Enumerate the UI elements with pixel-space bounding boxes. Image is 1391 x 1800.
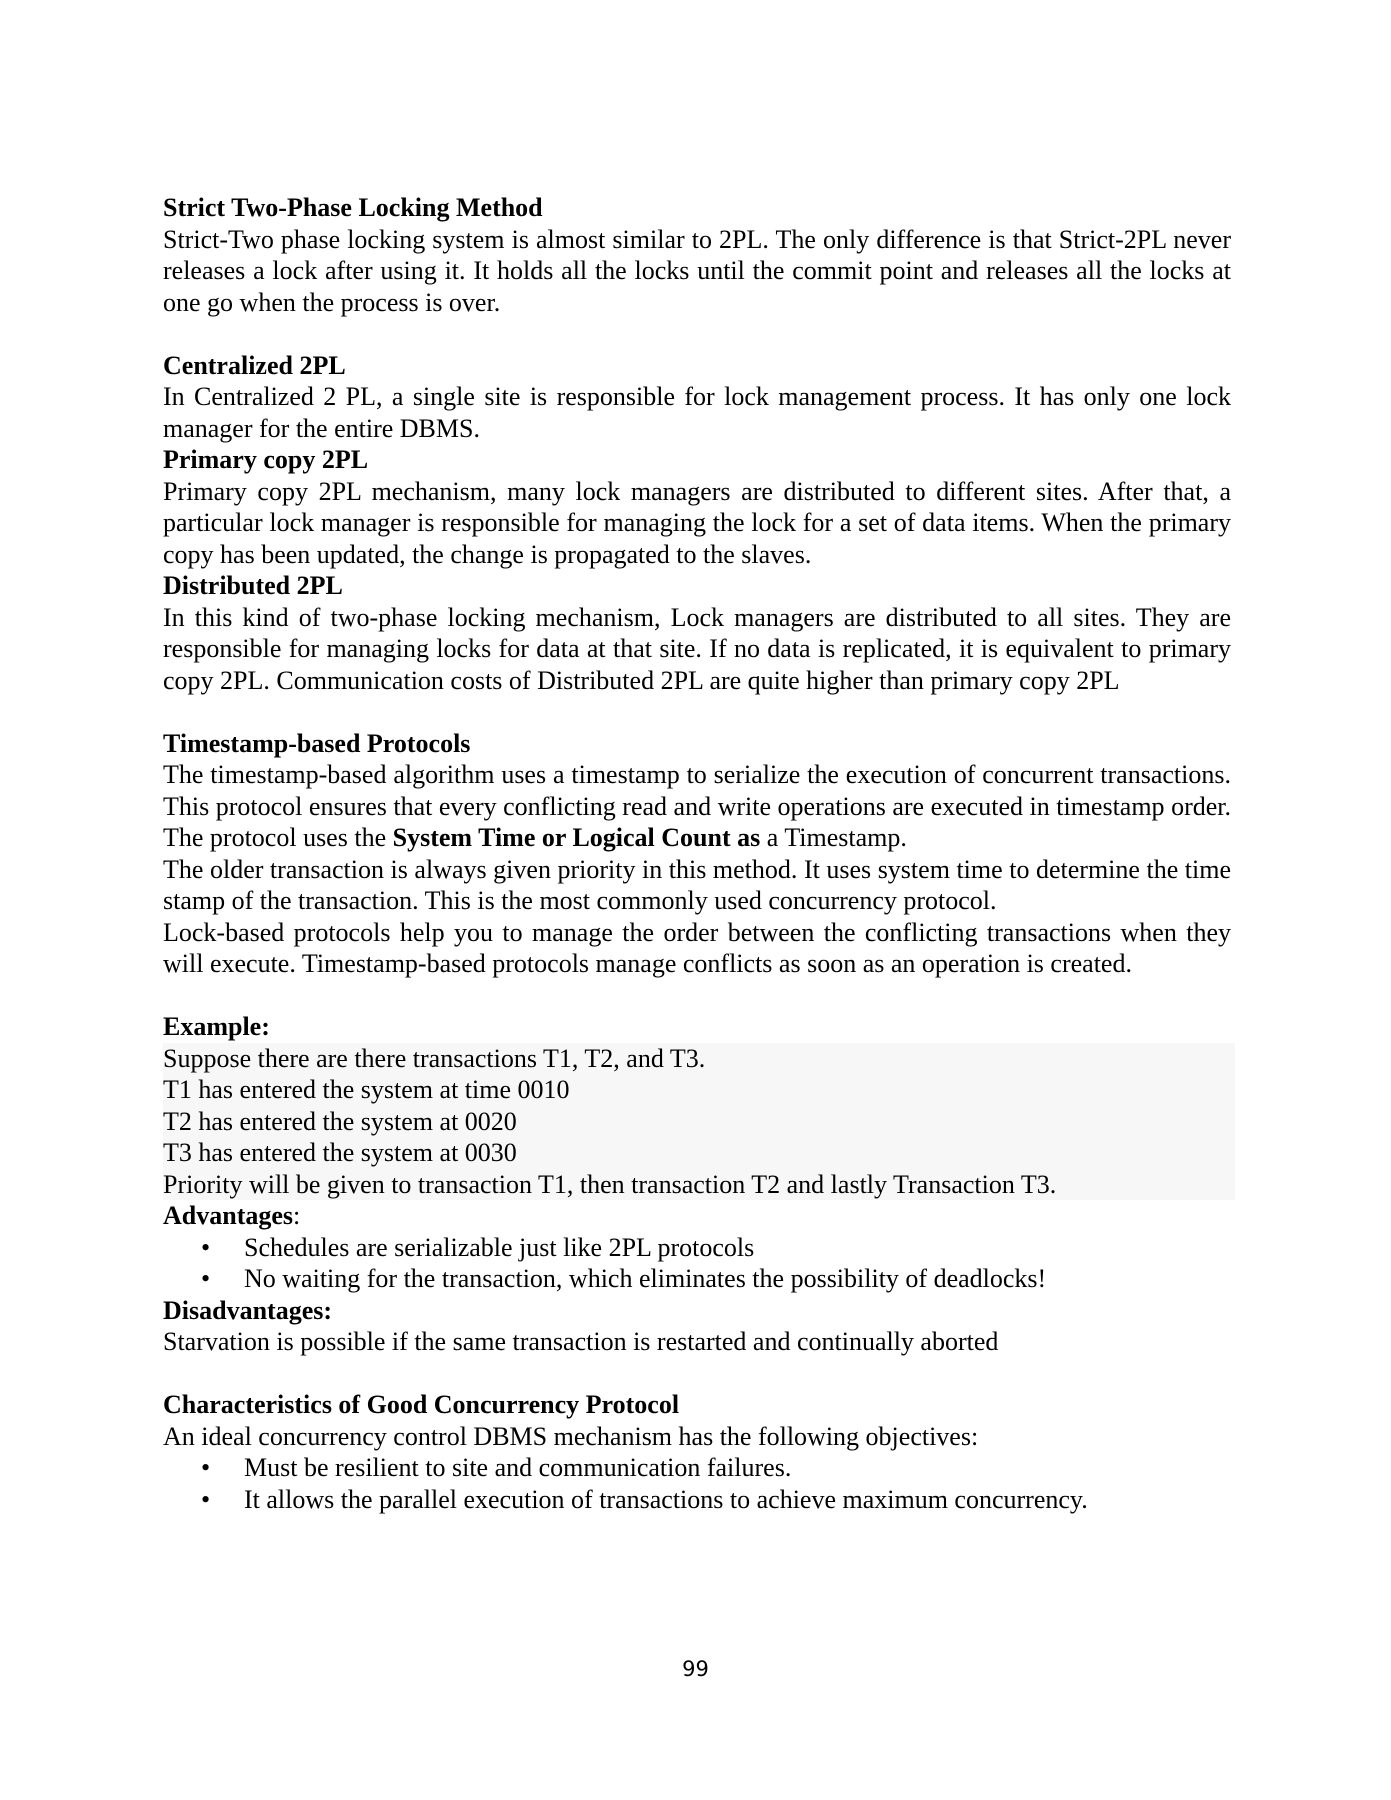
example-heading: Example: bbox=[163, 1012, 270, 1041]
page-content bbox=[163, 192, 1231, 1515]
strict-2pl-text: Strict-Two phase locking system is almost similar to 2PL. The only difference is that Strict-2PL never releases a lock after using it. It holds all the locks until the commit point and releases all the locks at one go when the process is over. bbox=[163, 224, 1231, 317]
advantages-list bbox=[163, 1232, 1231, 1295]
list-item bbox=[163, 1452, 1231, 1484]
timestamp-heading: Timestamp-based Protocols bbox=[163, 728, 471, 758]
bullet-icon: • bbox=[201, 1232, 211, 1262]
bullet-icon: • bbox=[201, 1484, 211, 1514]
characteristics-intro: An ideal concurrency control DBMS mechanism has the following objectives: bbox=[163, 1421, 979, 1451]
disadvantages-text: Starvation is possible if the same transaction is restarted and continually aborted bbox=[163, 1327, 999, 1356]
bullet-icon: • bbox=[201, 1264, 211, 1293]
example-box bbox=[163, 1043, 1235, 1201]
list-item-text: No waiting for the transaction, which eliminates the possibility of deadlocks! bbox=[244, 1264, 1047, 1293]
page-number: 99 bbox=[682, 1657, 709, 1681]
spacer bbox=[163, 696, 1231, 728]
characteristics-list bbox=[163, 1452, 1231, 1515]
timestamp-para1-start: The timestamp-based algorithm uses a timestamp to serialize the execution of concurrent transactions. This protocol ensures that every conflicting read and write operations are executed in timestamp order. The protocol uses the bbox=[163, 760, 1231, 852]
advantages-colon: : bbox=[293, 1201, 301, 1230]
timestamp-paragraph-1 bbox=[163, 759, 1231, 854]
timestamp-paragraph-2: The older transaction is always given priority in this method. It uses system time to determine the time stamp of the transaction. This is the most commonly used concurrency protocol. bbox=[163, 854, 1231, 915]
example-line: T1 has entered the system at time 0010 bbox=[163, 1075, 570, 1104]
centralized-2pl-text: In Centralized 2 PL, a single site is responsible for lock management process. It has only one lock manager for the entire DBMS. bbox=[163, 382, 1231, 443]
characteristics-heading: Characteristics of Good Concurrency Protocol bbox=[163, 1390, 680, 1419]
strict-2pl-heading: Strict Two-Phase Locking Method bbox=[163, 193, 543, 222]
example-line: T2 has entered the system at 0020 bbox=[163, 1106, 517, 1136]
spacer bbox=[163, 1358, 1231, 1390]
spacer bbox=[163, 318, 1231, 350]
timestamp-paragraph-3: Lock-based protocols help you to manage the order between the conflicting transactions when they will execute. Timestamp-based protocols manage conflicts as soon as an operation is created. bbox=[163, 917, 1231, 978]
example-line: Suppose there are there transactions T1, T2, and T3. bbox=[163, 1043, 706, 1073]
list-item-text: Schedules are serializable just like 2PL protocols bbox=[244, 1232, 755, 1262]
distributed-2pl-heading: Distributed 2PL bbox=[163, 571, 343, 600]
list-item bbox=[163, 1263, 1231, 1295]
spacer bbox=[163, 980, 1231, 1012]
advantages-heading-line bbox=[163, 1200, 1231, 1232]
example-line: Priority will be given to transaction T1, then transaction T2 and lastly Transaction T3. bbox=[163, 1169, 1057, 1199]
disadvantages-heading: Disadvantages: bbox=[163, 1295, 333, 1325]
primary-copy-2pl-text: Primary copy 2PL mechanism, many lock managers are distributed to different sites. After that, a particular lock manager is responsible for managing the lock for a set of data items. When the primary copy has been updated, the change is propagated to the slaves. bbox=[163, 476, 1231, 569]
primary-copy-2pl-heading: Primary copy 2PL bbox=[163, 445, 369, 474]
advantages-heading: Advantages bbox=[163, 1201, 294, 1230]
timestamp-para1-bold: System Time or Logical Count as bbox=[392, 823, 761, 852]
list-item-text: It allows the parallel execution of transactions to achieve maximum concurrency. bbox=[244, 1484, 1088, 1514]
list-item bbox=[163, 1232, 1231, 1264]
list-item bbox=[163, 1484, 1231, 1516]
timestamp-para1-end: a Timestamp. bbox=[760, 823, 907, 852]
list-item-text: Must be resilient to site and communication failures. bbox=[244, 1453, 792, 1482]
example-line: T3 has entered the system at 0030 bbox=[163, 1138, 517, 1167]
centralized-2pl-heading: Centralized 2PL bbox=[163, 350, 346, 380]
bullet-icon: • bbox=[201, 1453, 211, 1482]
distributed-2pl-text: In this kind of two-phase locking mechanism, Lock managers are distributed to all sites. They are responsible for managing locks for data at that site. If no data is replicated, it is equivalent to primary copy 2PL. Communication costs of Distributed 2PL are quite higher than primary copy 2PL bbox=[163, 602, 1231, 695]
